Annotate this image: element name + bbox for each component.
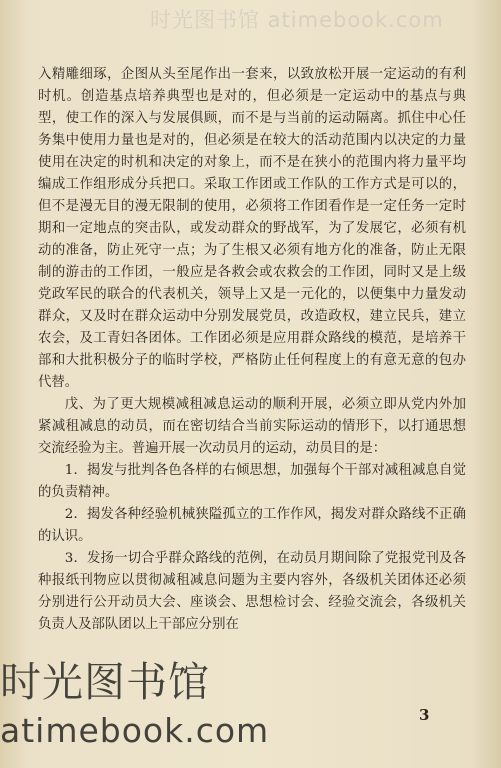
body-text (38, 64, 466, 636)
paragraph-item-2: 2．揭发各种经验机械狭隘孤立的工作作风，揭发对群众路线不正确的认识。 (38, 507, 466, 544)
watermark-bottom-line2: atimebook.com (0, 711, 270, 750)
watermark-top: 时光图书馆 atimebook.com (150, 8, 444, 32)
paragraph-item-3: 3．发扬一切合乎群众路线的范例，在动员月期间除了党报党刊及各种报纸刊物应以贯彻减租减息问题为主要内容外，各级机关团体还必须分别进行公开动员大会、座谈会、思想检讨会、经验交流会，各级机关负责人及部队团以上干部应分别在 (38, 551, 466, 632)
paragraph-continuation: 入精雕细琢，企图从头至尾作出一套来，以致放松开展一定运动的有利时机。创造基点培养典型也是对的，但必须是一定运动中的基点与典型，使工作的深入与发展俱顾，而不是与当前的运动隔离。抓住中心任务集中使用力量也是对的，但必须是在较大的活动范围内以决定的力量使用在决定的时机和决定的对象上，而不是在狭小的范围内将力量平均编成工作组形成分兵把口。采取工作团或工作队的工作方式是可以的，但不是漫无目的漫无限制的使用，必须将工作团看作是一定任务一定时期和一定地点的突击队，或发动群众的野战军，为了发展它，必须有机动的准备，防止死守一点；为了生根又必须有地方化的准备，防止无限制的游击的工作团，一般应是各救会或农救会的工作团，同时又是上级党政军民的联合的代表机关，领导上又是一元化的，以便集中力量发动群众，又及时在群众运动中分别发展党员，改造政权，建立民兵，建立农会，及工青妇各团体。工作团必须是应用群众路线的模范，是培养干部和大批积极分子的临时学校，严格防止任何程度上的有意无意的包办代替。 (38, 67, 466, 390)
paragraph-item-1: 1．揭发与批判各色各样的右倾思想，加强每个干部对减租减息自觉的负责精神。 (38, 463, 466, 500)
page-number: 3 (419, 706, 430, 724)
watermark-bottom-line1: 时光图书馆 (0, 658, 210, 706)
paragraph-section-wu: 戊、为了更大规模减租减息运动的顺利开展，必须立即从党内外加紧减租减息的动员，而在密切结合当前实际运动的情形下，以打通思想交流经验为主。普遍开展一次动员月的运动，动员目的是： (38, 397, 466, 456)
watermark-bottom (0, 658, 330, 756)
